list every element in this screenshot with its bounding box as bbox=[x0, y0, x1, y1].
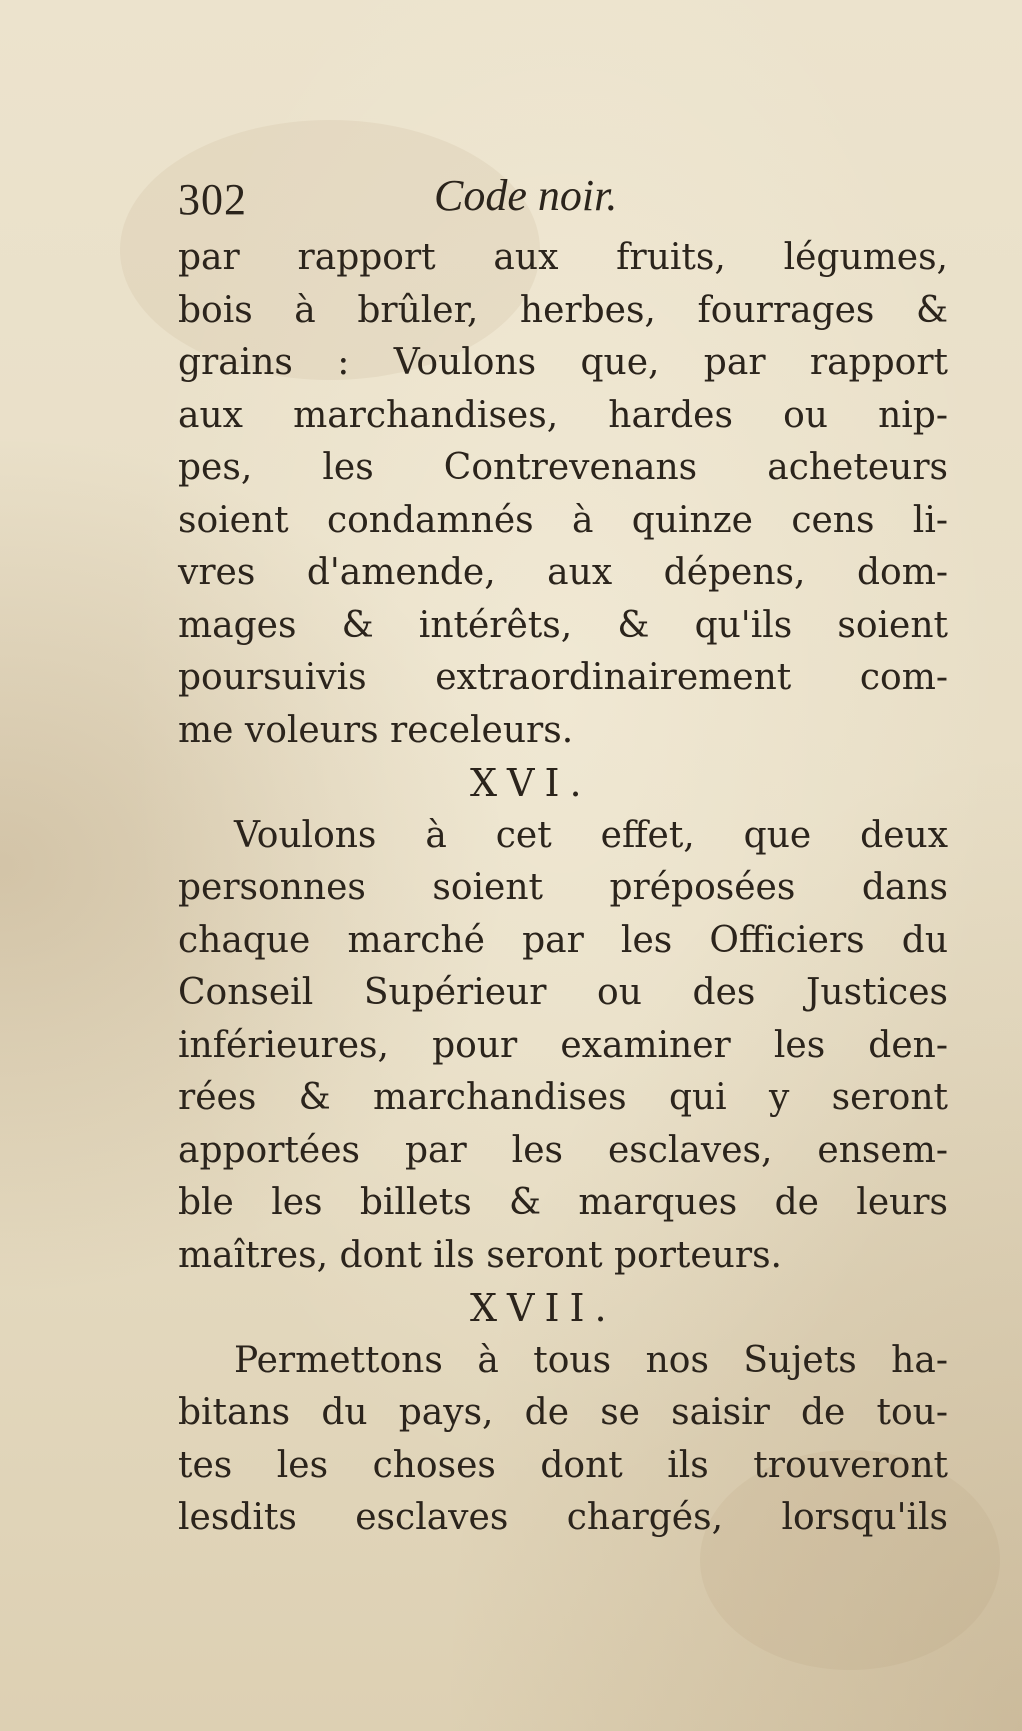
text-line: poursuivis extraordinairement com- bbox=[178, 657, 948, 698]
text-line: me voleurs receleurs. bbox=[178, 709, 574, 751]
text-line: Permettons à tous nos Sujets ha- bbox=[234, 1339, 948, 1381]
text-block bbox=[178, 170, 948, 1545]
section-heading-xvii: XVII. bbox=[470, 1286, 617, 1330]
text-line: Conseil Supérieur ou des Justices bbox=[178, 972, 948, 1013]
running-head bbox=[178, 170, 948, 232]
text-line: rées & marchandises qui y seront bbox=[178, 1077, 948, 1118]
running-title: Code noir. bbox=[434, 171, 618, 220]
text-line: aux marchandises, hardes ou nip- bbox=[178, 394, 948, 436]
text-line: lesdits esclaves chargés, lorsqu'ils bbox=[178, 1497, 948, 1538]
text-line: Voulons à cet effet, que deux bbox=[234, 814, 948, 856]
text-line: inférieures, pour examiner les den- bbox=[178, 1024, 948, 1066]
article-xvii-paragraph bbox=[178, 1335, 948, 1545]
article-xvi-paragraph bbox=[178, 810, 948, 1283]
text-line: bois à brûler, herbes, fourrages & bbox=[178, 289, 948, 331]
text-line: tes les choses dont ils trouveront bbox=[178, 1444, 948, 1486]
text-line: chaque marché par les Officiers du bbox=[178, 919, 948, 961]
text-line: pes, les Contrevenans acheteurs bbox=[178, 447, 948, 488]
text-line: vres d'amende, aux dépens, dom- bbox=[178, 552, 948, 593]
text-line: ble les billets & marques de leurs bbox=[178, 1182, 948, 1223]
text-line: mages & intérêts, & qu'ils soient bbox=[178, 604, 948, 646]
text-line: bitans du pays, de se saisir de tou- bbox=[178, 1392, 948, 1433]
text-line: soient condamnés à quinze cens li- bbox=[178, 499, 948, 541]
section-heading-xvi: XVI. bbox=[470, 761, 592, 805]
text-line: maîtres, dont ils seront porteurs. bbox=[178, 1234, 782, 1276]
text-line: grains : Voulons que, par rapport bbox=[178, 342, 948, 383]
text-line: apportées par les esclaves, ensem- bbox=[178, 1129, 948, 1171]
text-line: personnes soient préposées dans bbox=[178, 867, 948, 908]
text-line: par rapport aux fruits, légumes, bbox=[178, 237, 948, 278]
paragraph-continued bbox=[178, 232, 948, 757]
page-number: 302 bbox=[178, 175, 247, 224]
